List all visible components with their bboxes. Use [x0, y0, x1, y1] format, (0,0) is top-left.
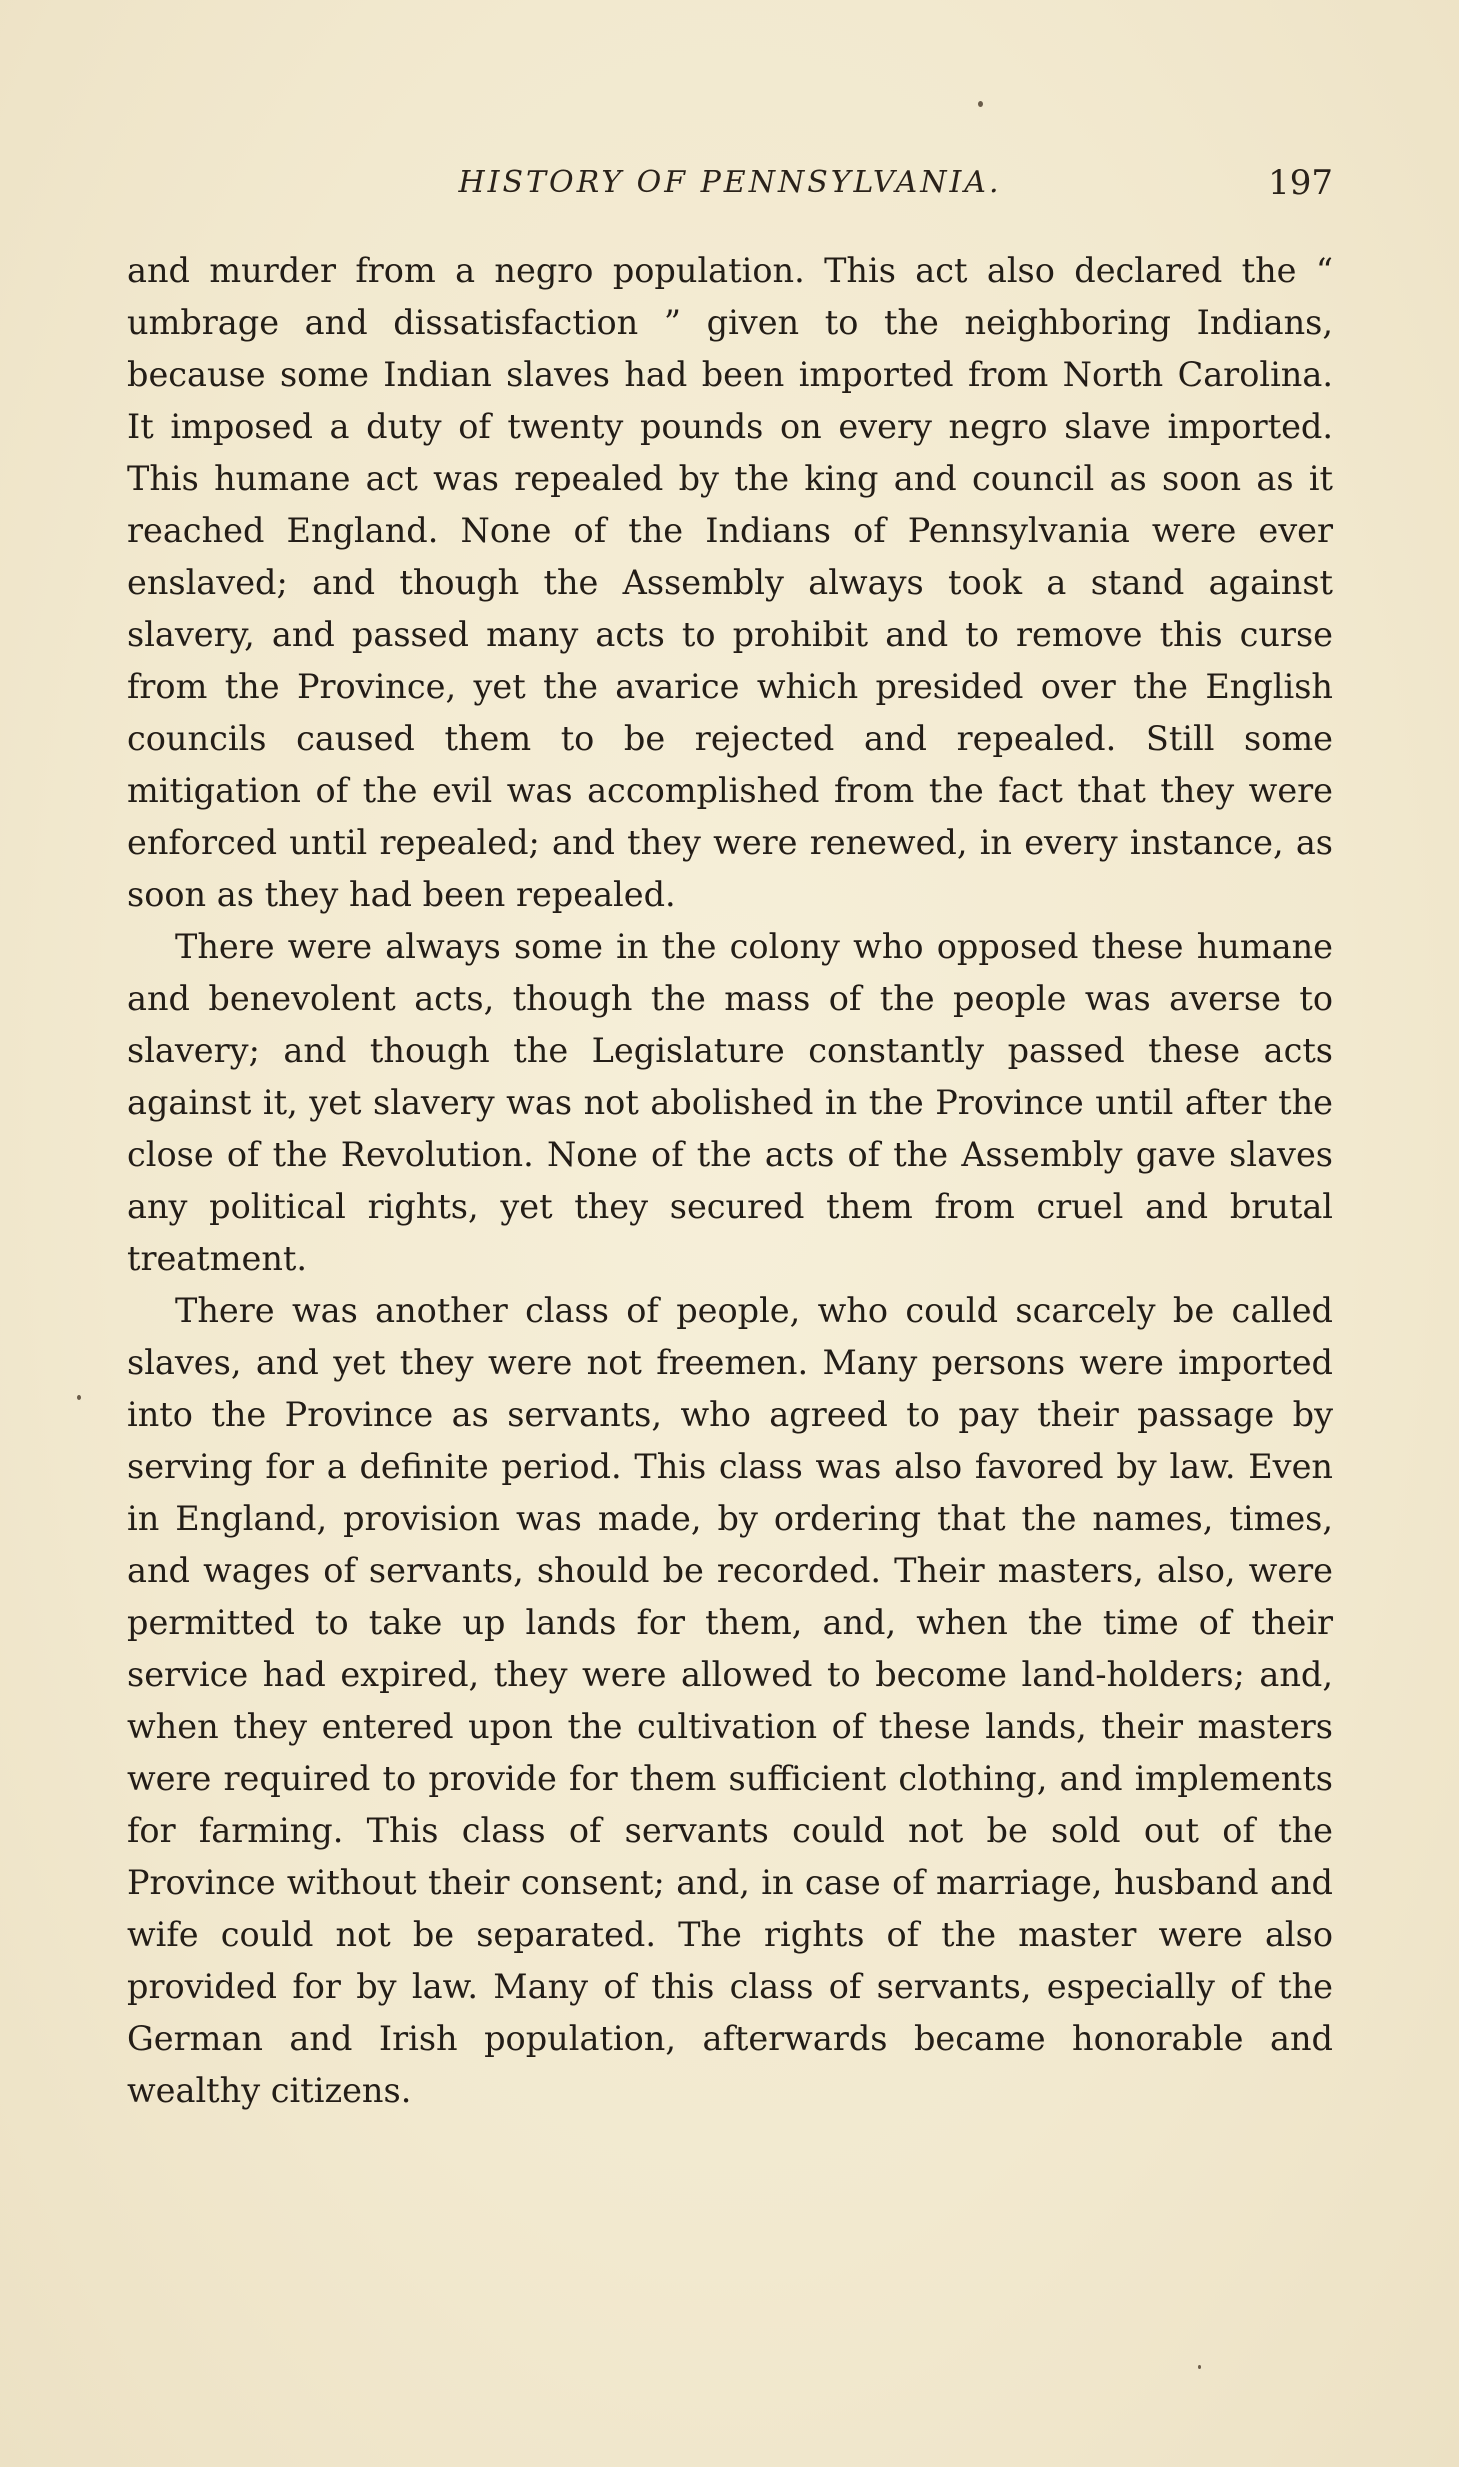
ink-speck-margin: [77, 1395, 81, 1400]
running-title: HISTORY OF PENNSYLVANIA.: [458, 165, 1002, 200]
running-head: [127, 165, 1333, 215]
paragraph: There were always some in the colony who opposed these humane and benevolent acts, though the mass of the people was averse to slavery; and though the Legislature constantly passed these acts against it, yet slavery was not abolished in the Province until after the close of the Revolution. None of the acts of the Assembly gave slaves any political rights, yet they secured them from cruel and brutal treatment.: [127, 927, 1333, 1278]
ink-speck-top: [978, 101, 983, 107]
paragraph-continued: and murder from a negro population. This act also declared the “ umbrage and dissatisfaction ” given to the neighboring Indians, because some Indian slaves had been imported from North Carolina. It imposed a duty of twenty pounds on every negro slave imported. This humane act was repealed by the king and council as soon as it reached England. None of the Indians of Pennsylvania were ever enslaved; and though the Assembly always took a stand against slavery, and passed many acts to prohibit and to remove this curse from the Province, yet the avarice which presided over the English councils caused them to be rejected and repealed. Still some mitigation of the evil was accomplished from the fact that they were enforced until repealed; and they were renewed, in every instance, as soon as they had been repealed.: [127, 251, 1333, 914]
ink-speck-bottom: [1198, 2365, 1201, 2369]
paragraph: There was another class of people, who could scarcely be called slaves, and yet they were not freemen. Many persons were imported into the Province as servants, who agreed to pay their passage by serving for a definite period. This class was also favored by law. Even in England, provision was made, by ordering that the names, times, and wages of servants, should be recorded. Their masters, also, were permitted to take up lands for them, and, when the time of their service had expired, they were allowed to become land-holders; and, when they entered upon the cultivation of these lands, their masters were required to provide for them sufficient clothing, and implements for farming. This class of servants could not be sold out of the Province without their consent; and, in case of marriage, husband and wife could not be separated. The rights of the master were also provided for by law. Many of this class of servants, especially of the German and Irish population, afterwards became honorable and wealthy citizens.: [127, 1291, 1333, 2110]
body-text: [127, 245, 1333, 2117]
page-number: 197: [1268, 163, 1333, 203]
